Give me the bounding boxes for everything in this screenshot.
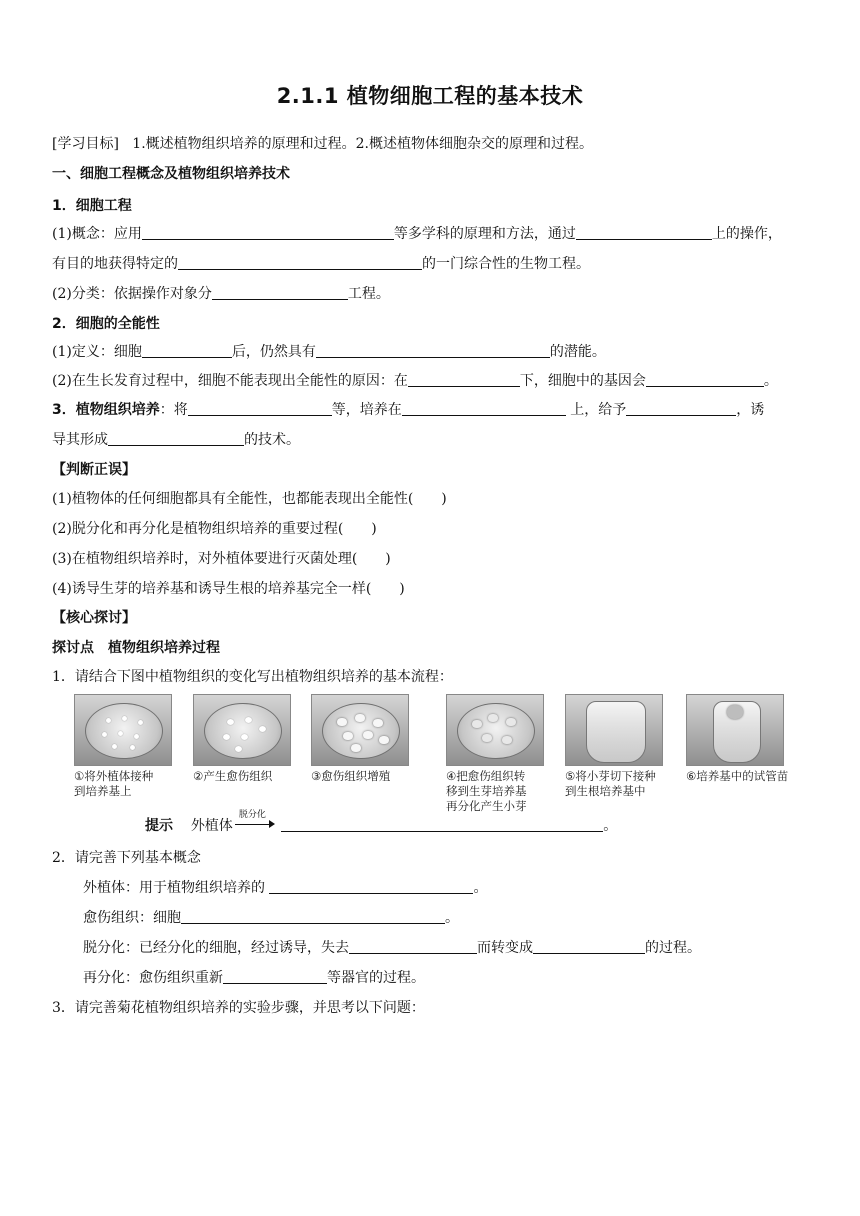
judge-item: (3)在植物组织培养时，对外植体要进行灭菌处理( ) (52, 551, 391, 567)
explant-dot (106, 718, 111, 723)
callus-clump (351, 744, 361, 752)
caption-line: 到培养基上 (74, 784, 132, 798)
text-span: (2)分类：依据操作对象分 (52, 286, 212, 302)
learning-objectives (52, 134, 812, 154)
answer-blank[interactable] (142, 342, 232, 358)
figure-caption (446, 769, 544, 814)
explant-dot (138, 720, 143, 725)
tissue-culture-line-2 (52, 430, 812, 450)
text-span: 的一门综合性的生物工程。 (422, 256, 590, 272)
callus-clump (337, 718, 347, 726)
text-span: 等器官的过程。 (327, 970, 425, 986)
figure-caption (74, 769, 172, 799)
shoot-clump (502, 736, 512, 744)
text-span: (1)概念：应用 (52, 226, 142, 242)
page-title: 2.1.1 植物细胞工程的基本技术 (276, 84, 584, 108)
concept-line-2 (52, 254, 812, 274)
callus-dot (235, 746, 242, 752)
item-heading-totipotency: 2．细胞的全能性 (52, 316, 160, 332)
caption-line: ⑤将小芽切下接种 (565, 769, 656, 783)
text-span: 导其形成 (52, 432, 108, 448)
answer-blank[interactable] (626, 400, 736, 416)
figure-shoot-differentiation (446, 694, 544, 814)
text-span: ，诱 (736, 402, 765, 418)
callus-clump (355, 714, 365, 722)
petri-dish-photo (311, 694, 409, 766)
concept-line (52, 224, 812, 244)
text-span: 的过程。 (645, 940, 701, 956)
caption-line: ①将外植体接种 (74, 769, 154, 783)
item-heading-tissue-culture: 3．植物组织培养 (52, 402, 160, 418)
flask-shape (586, 701, 646, 763)
answer-blank[interactable] (281, 816, 603, 832)
figure-caption (565, 769, 663, 799)
definition-line (52, 342, 812, 362)
figure-caption (311, 769, 409, 784)
shoot-clump (472, 720, 482, 728)
callus-clump (379, 736, 389, 744)
explant-dot (102, 732, 107, 737)
callus-clump (343, 732, 353, 740)
answer-blank[interactable] (108, 430, 244, 446)
arrow-label: 脱分化 (238, 810, 266, 820)
judge-item: (1)植物体的任何细胞都具有全能性，也都能表现出全能性( ) (52, 491, 447, 507)
text-span: 等，培养在 (331, 402, 402, 418)
text-span: 。 (473, 880, 488, 896)
culture-process-figures (74, 694, 794, 813)
text-span: 。 (445, 910, 459, 926)
answer-blank[interactable] (349, 938, 477, 954)
figure-caption (686, 769, 789, 784)
figure-caption (193, 769, 291, 784)
text-span: 脱分化：已经分化的细胞，经过诱导，失去 (83, 940, 349, 956)
text-span: 。 (763, 373, 778, 389)
explant-dot (118, 731, 123, 736)
question-1: 1．请结合下图中植物组织的变化写出植物组织培养的基本流程： (52, 669, 453, 685)
text-span: 有目的地获得特定的 (52, 256, 178, 272)
core-heading: 【核心探讨】 (52, 610, 136, 626)
text-span: 的潜能。 (549, 344, 606, 360)
tissue-culture-line (52, 400, 812, 420)
answer-blank[interactable] (142, 224, 394, 240)
petri-dish-photo (74, 694, 172, 766)
explant-dot (134, 734, 139, 739)
objectives-label: [学习目标] (52, 136, 119, 152)
text-span: 愈伤组织：细胞 (83, 910, 181, 926)
petri-dish-photo (193, 694, 291, 766)
seedling-leaves (727, 705, 743, 719)
text-span: 工程。 (347, 286, 390, 302)
text-span: 下，细胞中的基因会 (519, 373, 646, 389)
hint-start: 外植体 (190, 818, 233, 834)
judge-item: (2)脱分化和再分化是植物组织培养的重要过程( ) (52, 521, 377, 537)
text-span: 后，仍然具有 (231, 344, 316, 360)
shoot-clump (488, 714, 498, 722)
petri-dish-photo (446, 694, 544, 766)
caption-line: ④把愈伤组织转 (446, 769, 526, 783)
text-span: ：将 (159, 402, 188, 418)
answer-blank[interactable] (402, 400, 566, 416)
item-heading-cell-engineering: 1．细胞工程 (52, 198, 132, 214)
callus-dot (245, 717, 252, 723)
petri-dish-shape (85, 703, 163, 759)
figure-callus-proliferation (311, 694, 409, 784)
callus-dot (223, 734, 230, 740)
figure-rooting (565, 694, 663, 799)
callus-dot (241, 734, 248, 740)
callus-dot (227, 719, 234, 725)
answer-blank[interactable] (188, 400, 332, 416)
answer-blank[interactable] (212, 284, 348, 300)
text-span: 等多学科的原理和方法，通过 (393, 226, 576, 242)
explant-dot (130, 745, 135, 750)
callus-clump (363, 731, 373, 739)
text-span: 外植体：用于植物组织培养的 (83, 880, 270, 896)
text-span: 而转变成 (477, 940, 533, 956)
explant-dot (112, 744, 117, 749)
petri-dish-shape (322, 703, 400, 759)
section-heading: 一、细胞工程概念及植物组织培养技术 (52, 166, 290, 182)
answer-blank[interactable] (533, 938, 645, 954)
petri-dish-shape (204, 703, 282, 759)
judge-heading: 【判断正误】 (52, 462, 136, 478)
answer-blank[interactable] (576, 224, 712, 240)
shoot-clump (482, 734, 492, 742)
callus-dot (259, 726, 266, 732)
text-span: (2)在生长发育过程中，细胞不能表现出全能性的原因：在 (52, 373, 408, 389)
redifferentiation-definition (83, 968, 843, 988)
shoot-clump (506, 718, 516, 726)
answer-blank[interactable] (316, 342, 550, 358)
answer-blank[interactable] (223, 968, 327, 984)
judge-item: (4)诱导生芽的培养基和诱导生根的培养基完全一样( ) (52, 581, 405, 597)
caption-line: ②产生愈伤组织 (193, 769, 273, 783)
discussion-point: 探讨点 植物组织培养过程 (52, 640, 220, 656)
flask-photo (565, 694, 663, 766)
text-span: 上，给予 (565, 402, 627, 418)
explant-dot (122, 716, 127, 721)
figure-callus-formation (193, 694, 291, 784)
figure-test-tube-seedling (686, 694, 789, 784)
seedling-photo (686, 694, 784, 766)
caption-line: 到生根培养基中 (565, 784, 646, 798)
caption-line: ⑥培养基中的试管苗 (686, 769, 789, 783)
objectives-text: 1.概述植物组织培养的原理和过程。2.概述植物体细胞杂交的原理和过程。 (132, 136, 594, 152)
classification-line (52, 284, 812, 304)
reason-line (52, 371, 812, 391)
hint-label: 提示 (145, 818, 173, 834)
caption-line: ③愈伤组织增殖 (311, 769, 391, 783)
question-2: 2．请完善下列基本概念 (52, 850, 201, 866)
answer-blank[interactable] (269, 878, 473, 894)
callus-clump (373, 719, 383, 727)
hint-end: 。 (603, 818, 618, 834)
text-span: 再分化：愈伤组织重新 (83, 970, 223, 986)
petri-dish-shape (457, 703, 535, 759)
caption-line: 再分化产生小芽 (446, 799, 527, 813)
answer-blank[interactable] (181, 908, 445, 924)
text-span: 上的操作， (711, 226, 782, 242)
dedifferentiation-definition (83, 938, 843, 958)
caption-line: 移到生芽培养基 (446, 784, 527, 798)
question-3: 3．请完善菊花植物组织培养的实验步骤，并思考以下问题： (52, 1000, 425, 1016)
callus-definition (83, 908, 843, 928)
hint-line (145, 810, 618, 835)
answer-blank[interactable] (408, 371, 520, 387)
answer-blank[interactable] (178, 254, 422, 270)
text-span: 的技术。 (244, 432, 300, 448)
text-span: (1)定义：细胞 (52, 344, 142, 360)
dedifferentiation-arrow-icon (233, 810, 277, 833)
figure-explant-inoculation (74, 694, 172, 799)
explant-definition (83, 878, 843, 898)
answer-blank[interactable] (646, 371, 764, 387)
